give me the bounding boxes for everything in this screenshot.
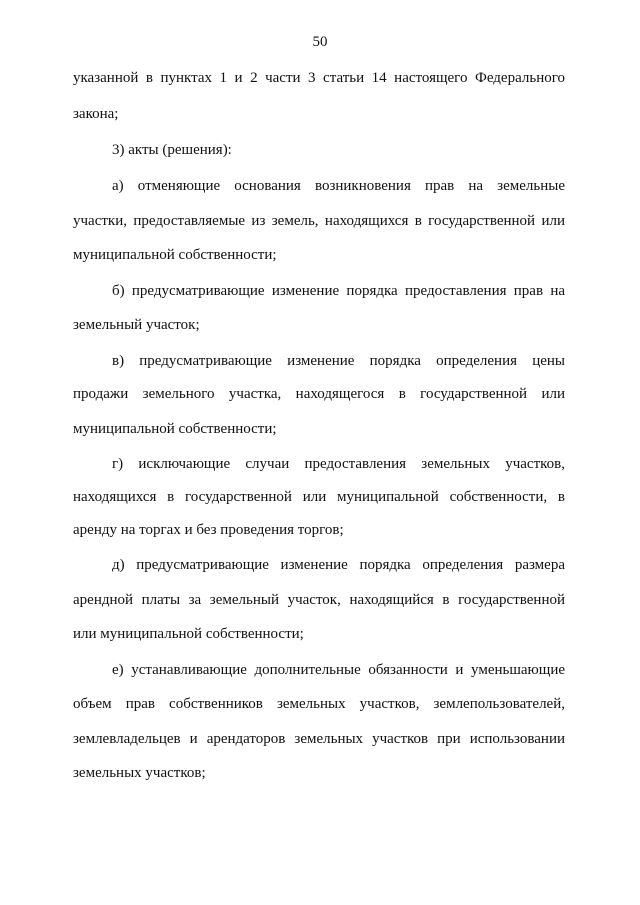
- list-item-e-line: земельных участков;: [73, 765, 206, 781]
- list-item-g-line: г) исключающие случаи предоставления земельных участков,: [112, 456, 565, 472]
- list-item-g-line: находящихся в государственной или муниципальной собственности, в: [73, 489, 565, 505]
- page-number: 50: [312, 34, 328, 50]
- text-line: указанной в пунктах 1 и 2 части 3 статьи 14 настоящего Федерального: [73, 70, 565, 86]
- list-item-d-line: или муниципальной собственности;: [73, 626, 304, 642]
- list-item-a-line: муниципальной собственности;: [73, 247, 277, 263]
- list-item-a-line: а) отменяющие основания возникновения прав на земельные: [112, 178, 565, 194]
- list-item-v-line: в) предусматривающие изменение порядка определения цены: [112, 353, 565, 369]
- list-item-b-line: б) предусматривающие изменение порядка предоставления прав на: [112, 283, 565, 299]
- list-item-g-line: аренду на торгах и без проведения торгов;: [73, 522, 344, 538]
- list-heading: 3) акты (решения):: [112, 142, 232, 158]
- list-item-v-line: продажи земельного участка, находящегося в государственной или: [73, 386, 565, 402]
- list-item-e-line: е) устанавливающие дополнительные обязанности и уменьшающие: [112, 662, 565, 678]
- list-item-d-line: арендной платы за земельный участок, находящийся в государственной: [73, 592, 565, 608]
- list-item-d-line: д) предусматривающие изменение порядка определения размера: [112, 557, 565, 573]
- list-item-a-line: участки, предоставляемые из земель, находящихся в государственной или: [73, 213, 565, 229]
- list-item-v-line: муниципальной собственности;: [73, 421, 277, 437]
- text-line: закона;: [73, 106, 119, 122]
- list-item-b-line: земельный участок;: [73, 317, 200, 333]
- list-item-e-line: землевладельцев и арендаторов земельных участков при использовании: [73, 731, 565, 747]
- list-item-e-line: объем прав собственников земельных участков, землепользователей,: [73, 696, 565, 712]
